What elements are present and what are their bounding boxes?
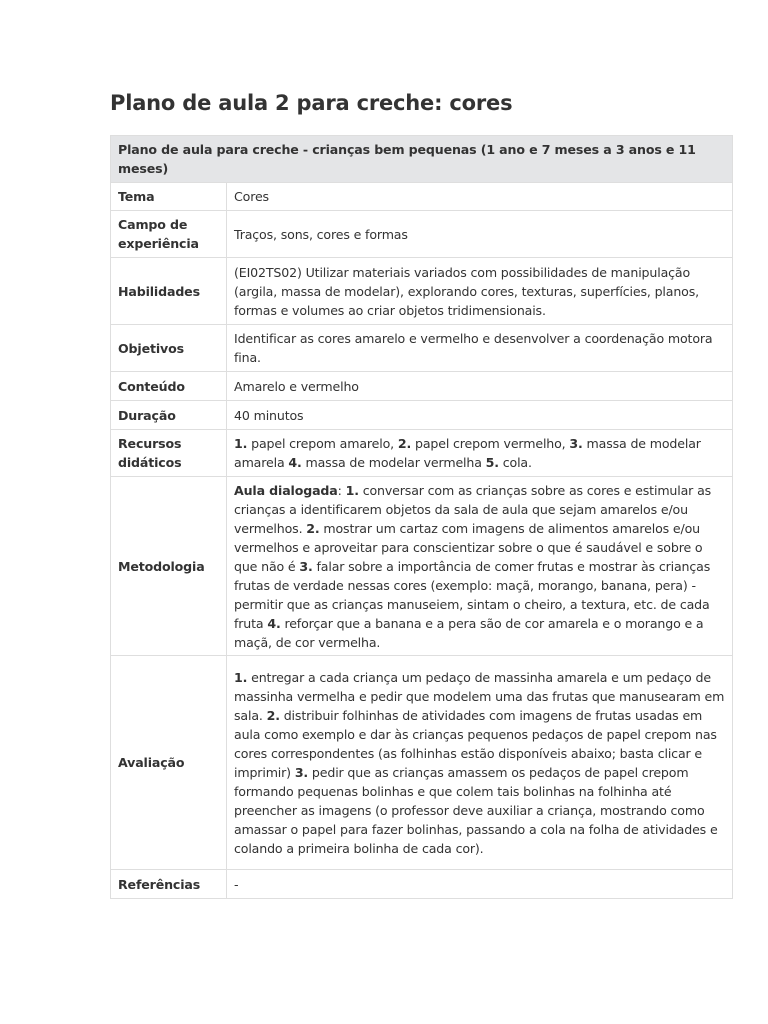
text-segment: papel crepom vermelho, <box>411 436 570 451</box>
table-row <box>111 372 733 401</box>
table-row <box>111 870 733 899</box>
table-row <box>111 258 733 325</box>
bold-text-segment: 1. <box>234 669 248 685</box>
row-value <box>227 211 733 258</box>
lesson-plan-table <box>110 135 733 899</box>
text-segment: pedir que as crianças amassem os pedaços de papel crepom formando pequenas bolinhas e que colem tais bolinhas na folhinha até preencher as imagens (o professor deve auxiliar a criança, mostrando como amassar o papel para fazer bolinhas, passando a cola na folha de atividades e colando a primeira bolinha de cada cor). <box>234 764 718 856</box>
table-header-row <box>111 136 733 183</box>
bold-text-segment: 3. <box>569 436 583 451</box>
text-segment: Cores <box>234 189 269 204</box>
table-row <box>111 183 733 211</box>
text-segment: massa de modelar amarela <box>234 436 701 470</box>
text-segment: papel crepom amarelo, <box>247 436 398 451</box>
row-label: Duração <box>111 401 227 430</box>
bold-text-segment: Aula dialogada <box>234 482 338 498</box>
table-row <box>111 401 733 430</box>
bold-text-segment: 3. <box>299 558 313 574</box>
table-header: Plano de aula para creche - crianças bem pequenas (1 ano e 7 meses a 3 anos e 11 meses) <box>111 136 733 183</box>
row-value <box>227 870 733 899</box>
text-segment: Identificar as cores amarelo e vermelho e desenvolver a coordenação motora fina. <box>234 331 713 365</box>
bold-text-segment: 1. <box>345 482 359 498</box>
row-label: Tema <box>111 183 227 211</box>
table-row <box>111 325 733 372</box>
row-value <box>227 656 733 870</box>
row-value <box>227 430 733 477</box>
row-label: Campo de experiência <box>111 211 227 258</box>
bold-text-segment: 5. <box>485 455 499 470</box>
row-value <box>227 325 733 372</box>
table-row <box>111 211 733 258</box>
table-row <box>111 656 733 870</box>
bold-text-segment: 4. <box>288 455 302 470</box>
row-value <box>227 477 733 656</box>
text-segment: reforçar que a banana e a pera são de cor amarela e o morango e a maçã, de cor vermelha. <box>234 615 704 650</box>
row-value <box>227 401 733 430</box>
row-value <box>227 372 733 401</box>
row-label: Recursos didáticos <box>111 430 227 477</box>
row-label: Conteúdo <box>111 372 227 401</box>
bold-text-segment: 1. <box>234 436 248 451</box>
row-value <box>227 183 733 211</box>
text-segment: Traços, sons, cores e formas <box>234 226 408 242</box>
text-segment: cola. <box>498 455 532 470</box>
bold-text-segment: 4. <box>267 615 281 631</box>
text-segment: (EI02TS02) Utilizar materiais variados com possibilidades de manipulação (argila, massa de modelar), explorando cores, texturas, superfícies, planos, formas e volumes ao criar objetos tridimensionais. <box>234 264 700 318</box>
bold-text-segment: 2. <box>397 436 412 451</box>
page-title: Plano de aula 2 para creche: cores <box>110 91 513 115</box>
table-row <box>111 430 733 477</box>
text-segment: conversar com as crianças sobre as cores e estimular as crianças a identificarem objetos da sala de aula que sejam amarelos e/ou vermelhos. <box>234 482 712 536</box>
row-label: Avaliação <box>111 656 227 870</box>
row-label: Metodologia <box>111 477 227 656</box>
row-value <box>227 258 733 325</box>
text-segment: : <box>337 482 346 498</box>
text-segment: mostrar um cartaz com imagens de alimentos amarelos e/ou vermelhos e aproveitar para conscientizar sobre o que é saudável e sobre o que não é <box>234 520 703 574</box>
text-segment: 40 minutos <box>234 407 304 423</box>
bold-text-segment: 3. <box>294 764 309 780</box>
text-segment: falar sobre a importância de comer frutas e mostrar às crianças frutas de verdade nessas cores (exemplo: maçã, morango, banana, pera) - permitir que as crianças manuseiem, sintam o cheiro, a textura, etc. de cada fruta <box>234 558 711 631</box>
text-segment: massa de modelar vermelha <box>301 455 486 470</box>
document-page <box>110 88 732 899</box>
bold-text-segment: 2. <box>266 707 280 723</box>
text-segment: entregar a cada criança um pedaço de massinha amarela e um pedaço de massinha vermelha e pedir que modelem uma das frutas que manusearam em sala. <box>234 669 725 723</box>
row-label: Objetivos <box>111 325 227 372</box>
table-row <box>111 477 733 656</box>
row-label: Habilidades <box>111 258 227 325</box>
text-segment: distribuir folhinhas de atividades com imagens de frutas usadas em aula como exemplo e dar às crianças pequenos pedaços de papel crepom nas cores correspondentes (as folhinhas estão disponíveis abaixo; basta clicar e imprimir) <box>234 707 717 780</box>
table-body <box>111 183 733 899</box>
text-segment: Amarelo e vermelho <box>234 378 359 394</box>
text-segment: - <box>234 876 239 892</box>
bold-text-segment: 2. <box>306 520 320 536</box>
row-label: Referências <box>111 870 227 899</box>
